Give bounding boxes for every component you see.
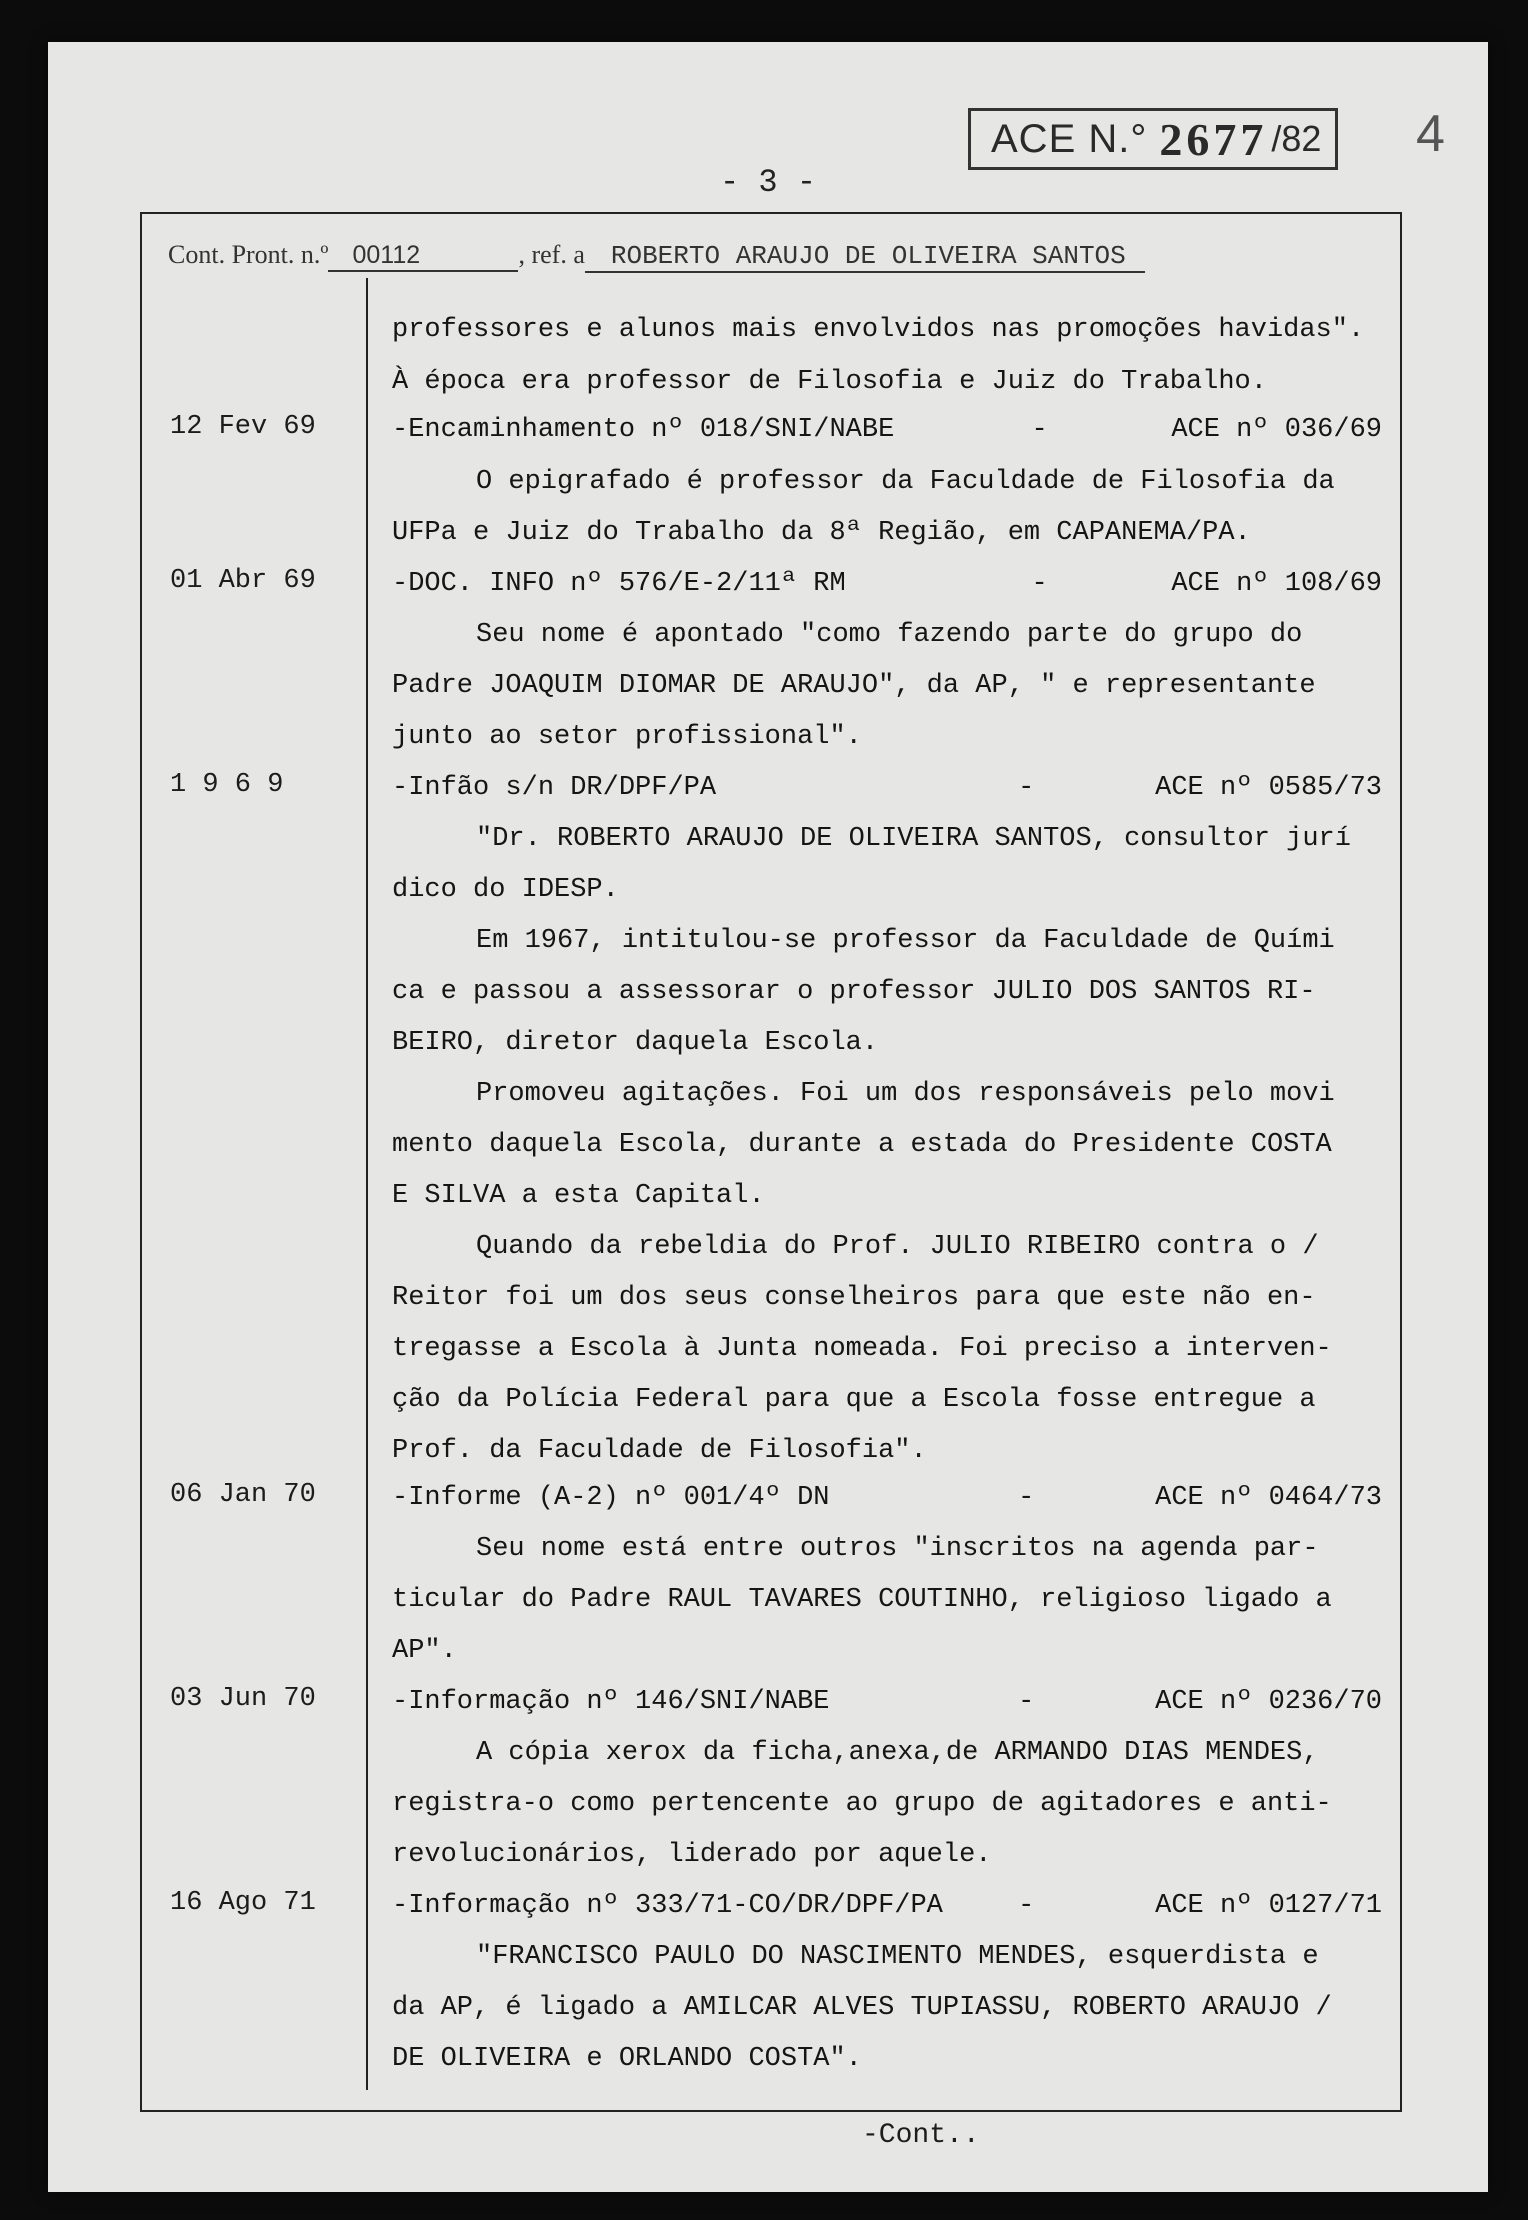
text-line: revolucionários, liderado por aquele. — [392, 1840, 992, 1870]
text-line: tregasse a Escola à Junta nomeada. Foi preciso a interven- — [392, 1334, 1332, 1364]
column-divider — [366, 278, 368, 2090]
text-line: dico do IDESP. — [392, 875, 619, 905]
entry-separator: - — [1018, 773, 1035, 803]
text-line: "FRANCISCO PAULO DO NASCIMENTO MENDES, esquerdista e — [476, 1942, 1319, 1972]
entry-ace-number: ACE nº 0464/73 — [1155, 1483, 1382, 1513]
text-line: AP". — [392, 1636, 457, 1666]
entry-ace-number: ACE nº 108/69 — [1171, 569, 1382, 599]
text-line: ticular do Padre RAUL TAVARES COUTINHO, religioso ligado a — [392, 1585, 1332, 1615]
entry-separator: - — [1018, 1891, 1035, 1921]
text-line: Padre JOAQUIM DIOMAR DE ARAUJO", da AP, " e representante — [392, 671, 1316, 701]
text-line: professores e alunos mais envolvidos nas promoções havidas". — [392, 315, 1365, 345]
entry-reference — [392, 566, 1382, 602]
text-line: ca e passou a assessorar o professor JULIO DOS SANTOS RI- — [392, 977, 1316, 1007]
text-line: O epigrafado é professor da Faculdade de Filosofia da — [476, 467, 1335, 497]
text-line: registra-o como pertencente ao grupo de agitadores e anti- — [392, 1789, 1332, 1819]
entry-ace-number: ACE nº 036/69 — [1171, 415, 1382, 445]
header-label-ref: , ref. a — [518, 240, 585, 269]
entry-document: -Encaminhamento nº 018/SNI/NABE — [392, 415, 895, 445]
entry-date: 16 Ago 71 — [170, 1888, 316, 1918]
entry-document: -Informação nº 333/71-CO/DR/DPF/PA — [392, 1891, 943, 1921]
text-line: junto ao setor profissional". — [392, 722, 862, 752]
entry-reference — [392, 1480, 1382, 1516]
text-line: E SILVA a esta Capital. — [392, 1181, 765, 1211]
text-line: Promoveu agitações. Foi um dos responsáveis pelo movi — [476, 1079, 1335, 1109]
entry-document: -Informação nº 146/SNI/NABE — [392, 1687, 830, 1717]
entry-ace-number: ACE nº 0585/73 — [1155, 773, 1382, 803]
text-line: DE OLIVEIRA e ORLANDO COSTA". — [392, 2044, 862, 2074]
text-line: ção da Polícia Federal para que a Escola fosse entregue a — [392, 1385, 1316, 1415]
entry-ace-number: ACE nº 0236/70 — [1155, 1687, 1382, 1717]
text-line: Reitor foi um dos seus conselheiros para que este não en- — [392, 1283, 1316, 1313]
entry-separator: - — [1031, 415, 1048, 445]
text-line: mento daquela Escola, durante a estada do Presidente COSTA — [392, 1130, 1332, 1160]
continued-marker: -Cont.. — [862, 2120, 980, 2151]
entry-reference — [392, 412, 1382, 448]
text-line: "Dr. ROBERTO ARAUJO DE OLIVEIRA SANTOS, consultor jurí — [476, 824, 1351, 854]
entry-document: -DOC. INFO nº 576/E-2/11ª RM — [392, 569, 846, 599]
entry-separator: - — [1018, 1687, 1035, 1717]
entry-ace-number: ACE nº 0127/71 — [1155, 1891, 1382, 1921]
text-line: Em 1967, intitulou-se professor da Faculdade de Quími — [476, 926, 1335, 956]
entry-date: 1 9 6 9 — [170, 770, 284, 800]
header-prontuario-number: 00112 — [328, 241, 518, 272]
entry-date: 12 Fev 69 — [170, 412, 316, 442]
header-subject-name: ROBERTO ARAUJO DE OLIVEIRA SANTOS — [585, 241, 1145, 273]
text-line: Prof. da Faculdade de Filosofia". — [392, 1436, 927, 1466]
text-line: Seu nome está entre outros "inscritos na agenda par- — [476, 1534, 1319, 1564]
text-line: À época era professor de Filosofia e Juiz do Trabalho. — [392, 367, 1267, 397]
corner-page-mark: 4 — [1416, 105, 1445, 163]
stamp-number: 2677 — [1159, 113, 1268, 165]
entry-date: 01 Abr 69 — [170, 566, 316, 596]
entry-reference — [392, 1888, 1382, 1924]
text-line: Quando da rebeldia do Prof. JULIO RIBEIRO contra o / — [476, 1232, 1319, 1262]
text-line: BEIRO, diretor daquela Escola. — [392, 1028, 879, 1058]
entry-reference — [392, 770, 1382, 806]
stamp-suffix: /82 — [1271, 118, 1322, 159]
entry-date: 06 Jan 70 — [170, 1480, 316, 1510]
text-line: UFPa e Juiz do Trabalho da 8ª Região, em CAPANEMA/PA. — [392, 518, 1251, 548]
page-number: - 3 - — [720, 164, 817, 201]
text-line: Seu nome é apontado "como fazendo parte do grupo do — [476, 620, 1303, 650]
entry-reference — [392, 1684, 1382, 1720]
entry-date: 03 Jun 70 — [170, 1684, 316, 1714]
entry-document: -Infão s/n DR/DPF/PA — [392, 773, 717, 803]
entry-document: -Informe (A-2) nº 001/4º DN — [392, 1483, 830, 1513]
text-line: da AP, é ligado a AMILCAR ALVES TUPIASSU, ROBERTO ARAUJO / — [392, 1993, 1332, 2023]
ace-stamp — [968, 108, 1338, 170]
stamp-prefix: ACE N.° — [991, 116, 1148, 161]
text-line: A cópia xerox da ficha,anexa,de ARMANDO DIAS MENDES, — [476, 1738, 1319, 1768]
record-header — [168, 240, 1145, 273]
header-label-prontuario: Cont. Pront. n.º — [168, 240, 329, 269]
entry-separator: - — [1018, 1483, 1035, 1513]
entry-separator: - — [1031, 569, 1048, 599]
